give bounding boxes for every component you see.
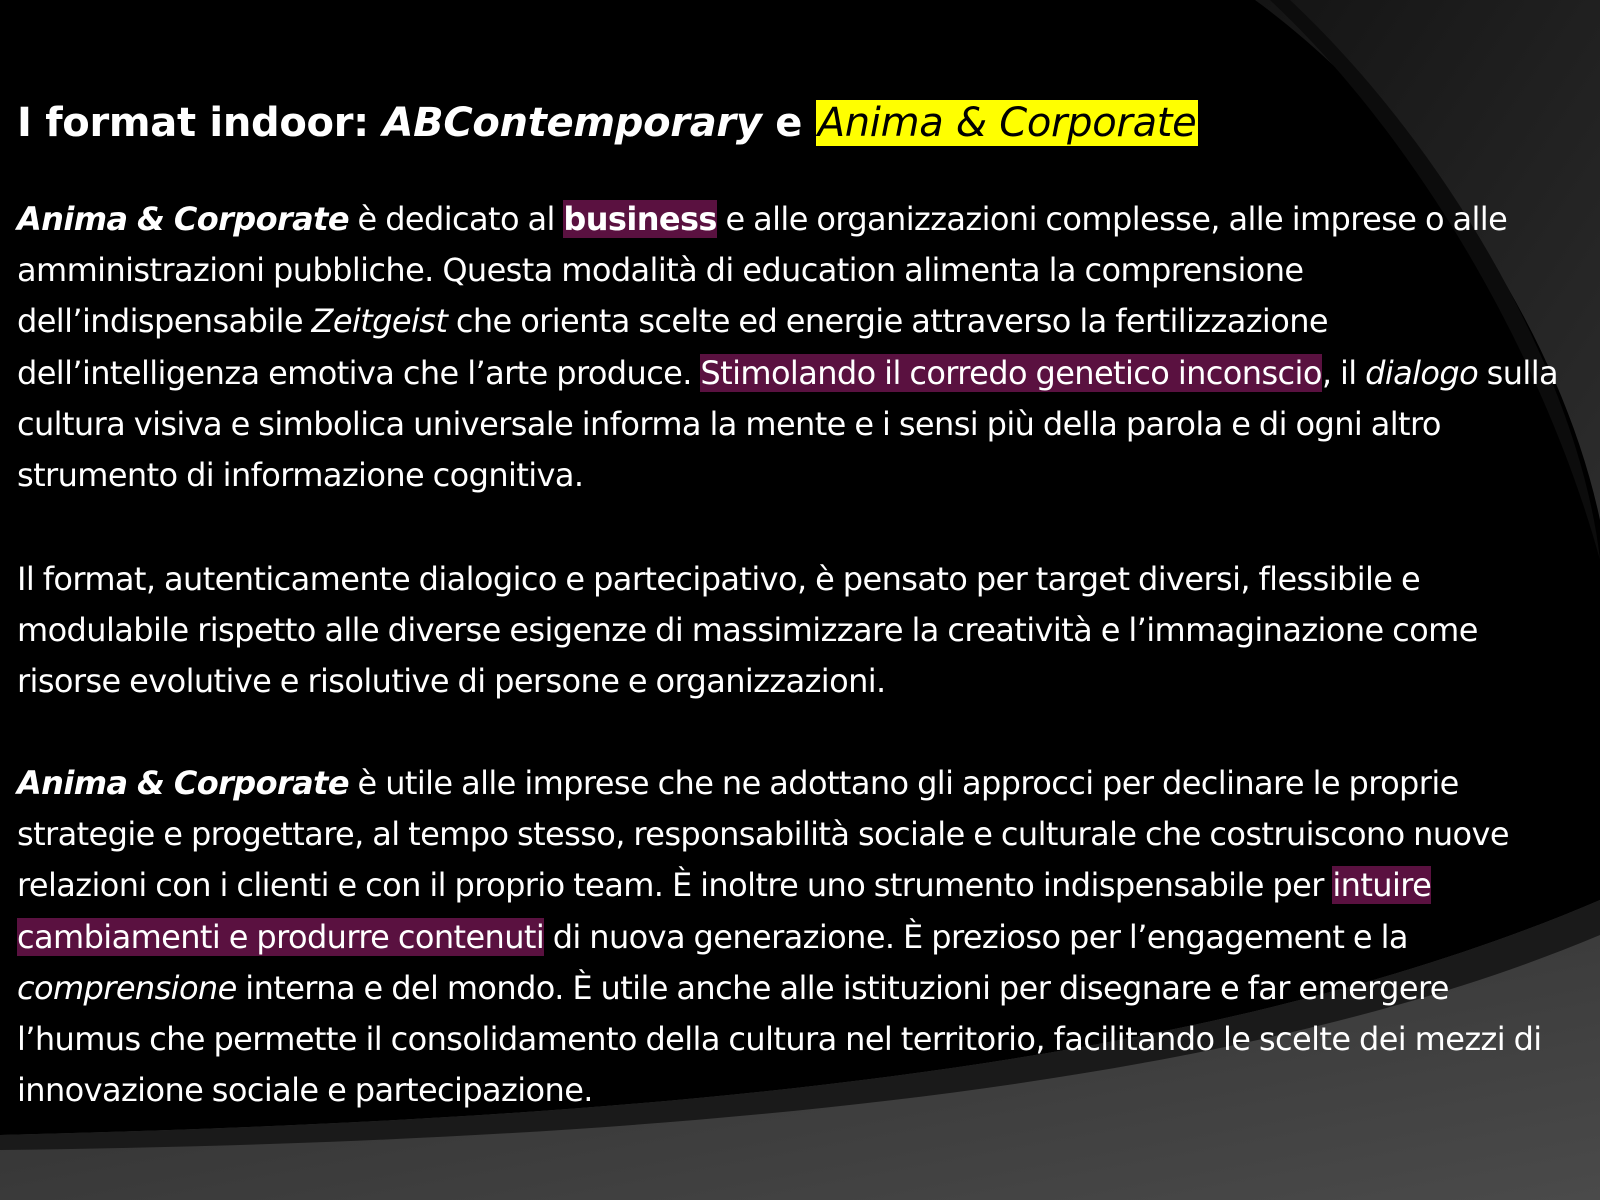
title-joiner: e [761, 100, 816, 146]
p1-text-3: che orienta scelte ed energie attraverso la fertilizzazione dell’intelligenza emotiva che l’arte produce. [17, 302, 1328, 392]
p3-highlight: intuire cambiamenti e produrre contenuti [17, 866, 1432, 956]
p1-text-1: è dedicato al [348, 200, 564, 238]
title-highlight-anima-corporate: Anima & Corporate [817, 100, 1197, 146]
slide-title [17, 95, 1198, 151]
p3-lead: Anima & Corporate [17, 764, 349, 802]
paragraph-3 [17, 758, 1577, 1116]
p3-text-3: interna e del mondo. È utile anche alle istituzioni per disegnare e far emergere l’humus che permette il consolidamento della cultura nel territorio, facilitando le scelte dei mezzi di innovazione sociale e partecipazione. [17, 968, 1542, 1110]
p1-zeitgeist: Zeitgeist [311, 302, 448, 341]
p1-dialogo: dialogo [1365, 353, 1479, 392]
p1-text-5: sulla cultura visiva e simbolica universale informa la mente e i sensi più della parola e di ogni altro strumento di informazione cognitiva. [17, 353, 1559, 495]
p3-comprensione: comprensione [17, 968, 237, 1007]
p1-business-highlight: business [563, 200, 717, 238]
p1-text-4: , il [1321, 353, 1366, 392]
p1-text-2: e alle organizzazioni complesse, alle imprese o alle amministrazioni pubbliche. Questa modalità di education alimenta la comprensione dell’indispensabile [17, 200, 1508, 341]
paragraph-1 [17, 194, 1577, 501]
p3-text-2: di nuova generazione. È prezioso per l’engagement e la [544, 917, 1408, 956]
paragraph-2: Il format, autenticamente dialogico e partecipativo, è pensato per target diversi, flessibile e modulabile rispetto alle diverse esigenze di massimizzare la creatività e l’immaginazione come risorse evolutive e risolutive di persone e organizzazioni. [17, 560, 1478, 701]
p1-highlight: Stimolando il corredo genetico inconscio [700, 353, 1322, 392]
title-prefix: I format indoor: [17, 100, 383, 146]
p1-lead: Anima & Corporate [17, 200, 349, 238]
p3-text-1: è utile alle imprese che ne adottano gli approcci per declinare le proprie strategie e progettare, al tempo stesso, responsabilità sociale e culturale che costruiscono nuove relazioni con i clienti e con il proprio team. È inoltre uno strumento indispensabile per [17, 764, 1509, 905]
title-abcontemporary: ABContemporary [382, 100, 762, 146]
